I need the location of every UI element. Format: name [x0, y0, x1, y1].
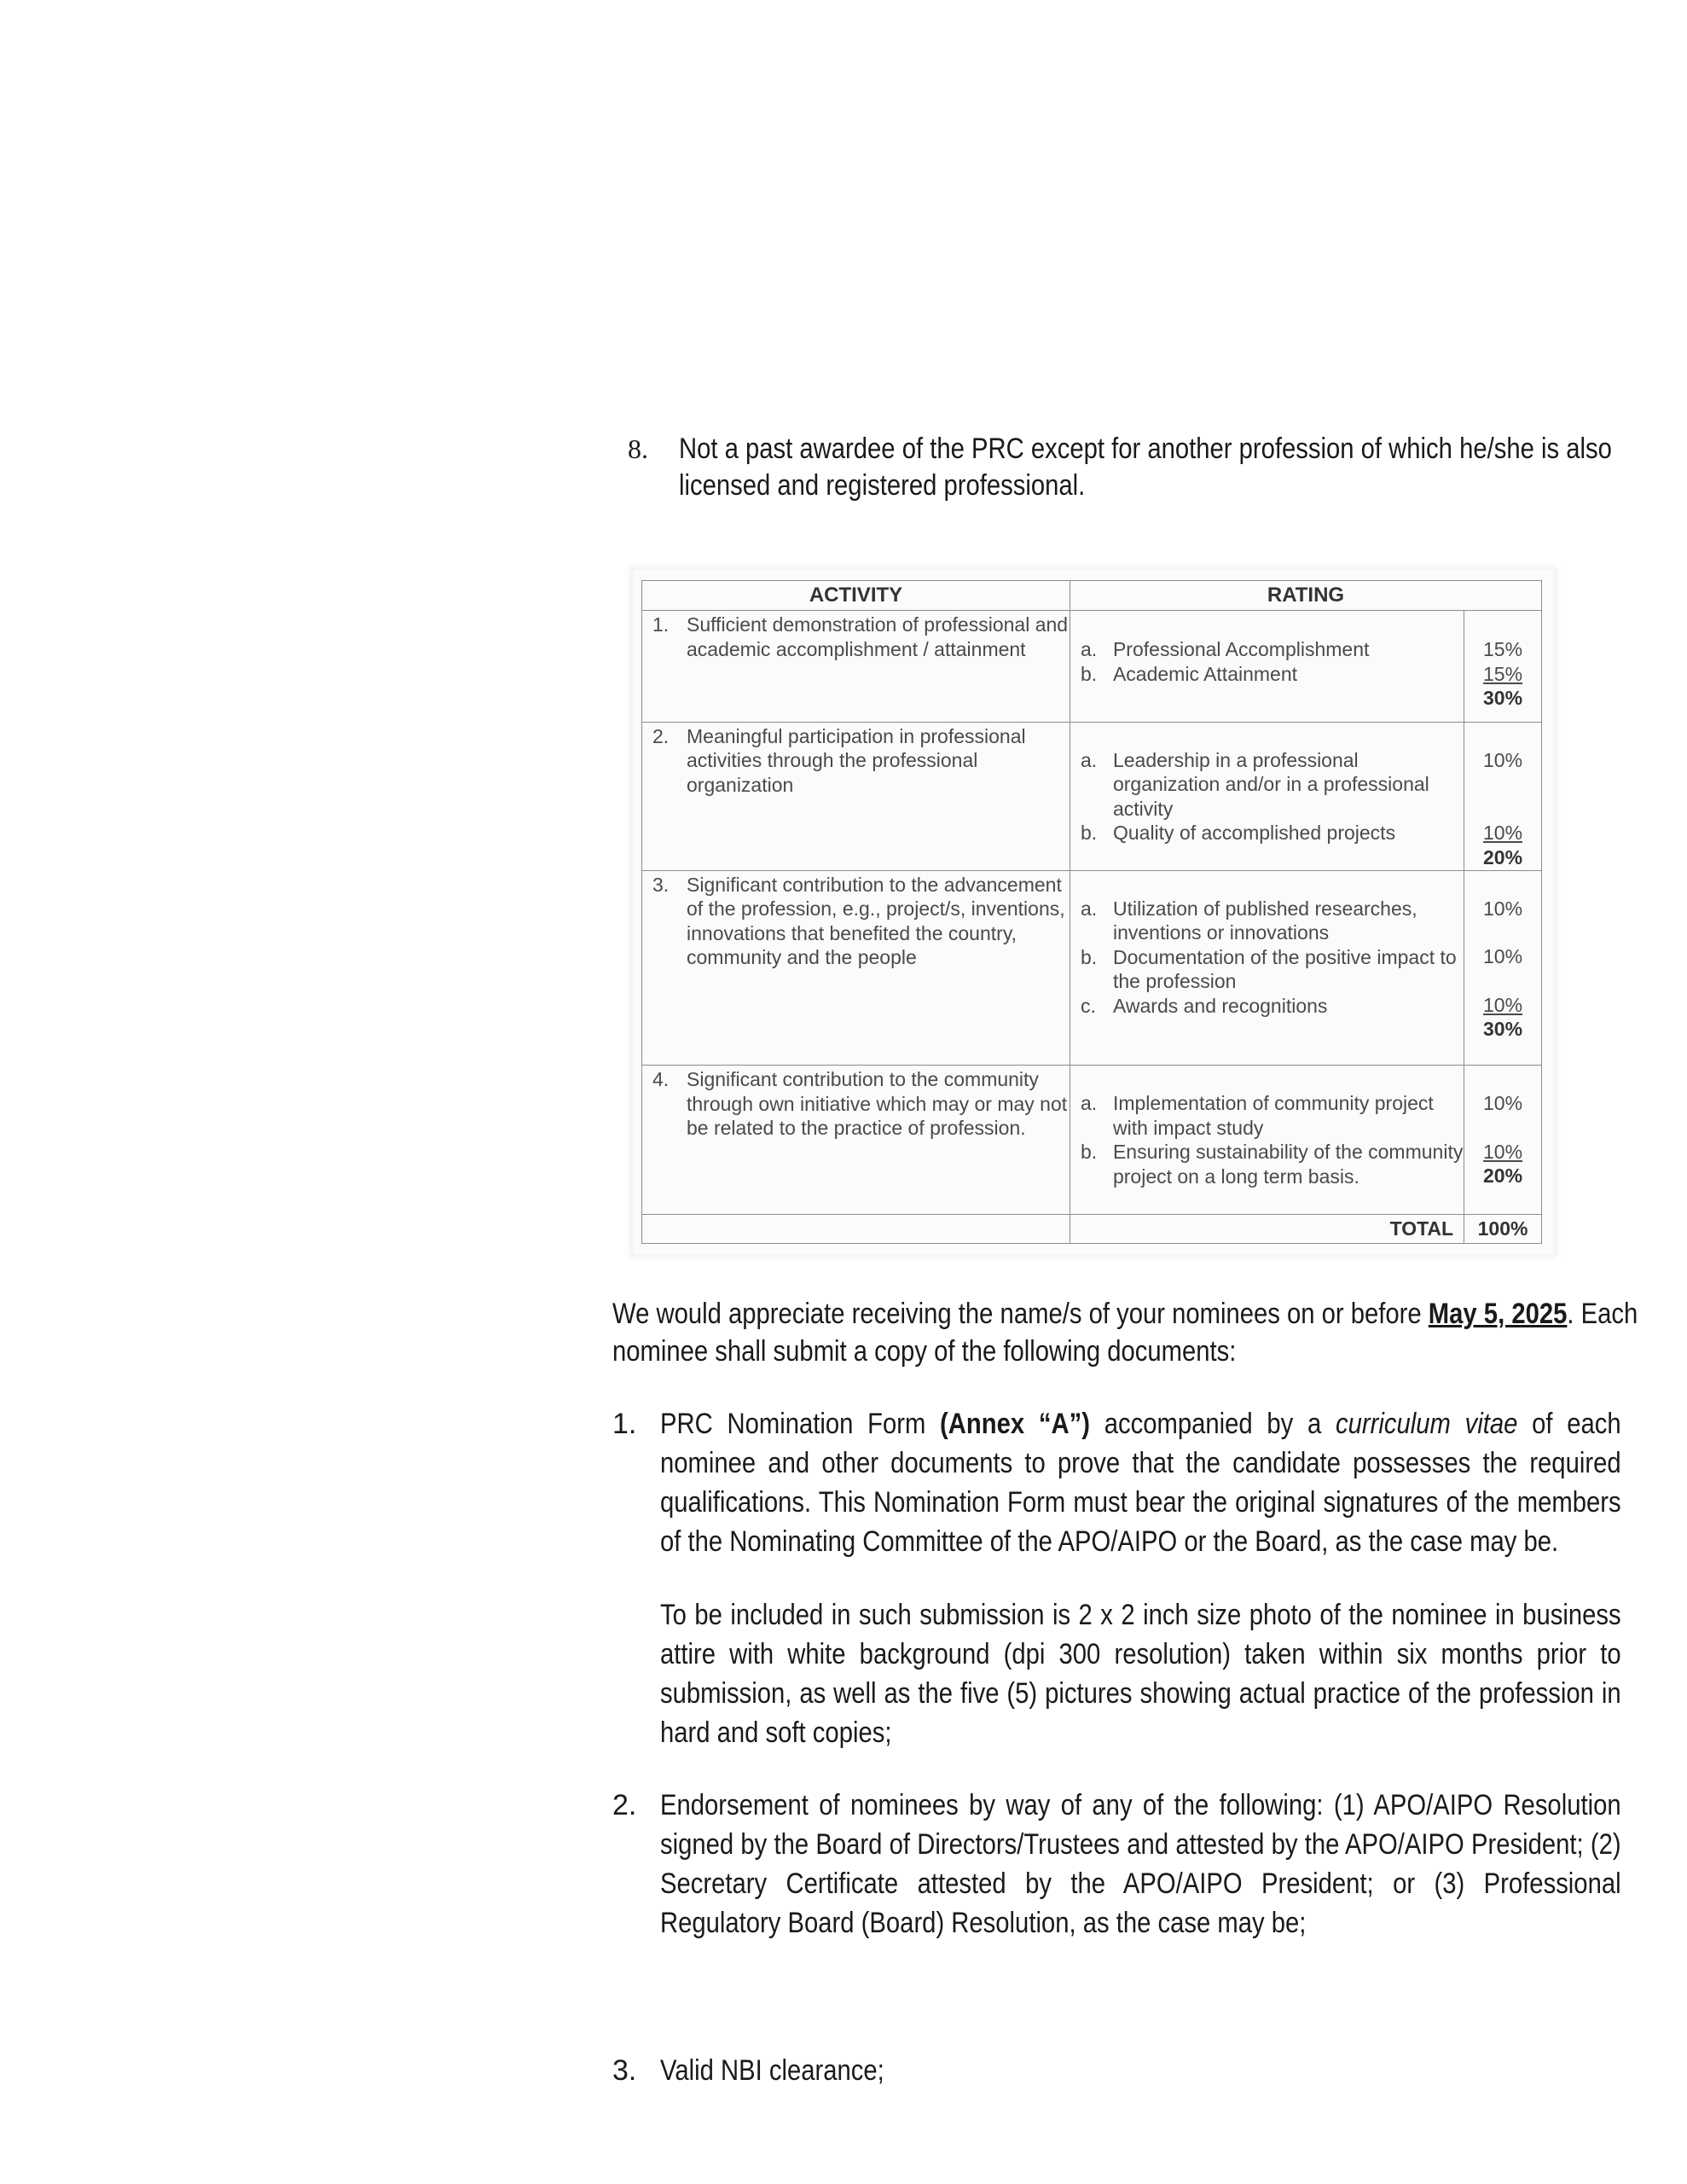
activity-text: Sufficient demonstration of professional and academic accomplishment / attainment — [687, 613, 1069, 660]
activity-number: 1. — [652, 613, 670, 636]
item-text: To be included in such submission is 2 x 2 inch size photo of the nominee in business attire with white background (dpi 300 resolution) taken within six months prior to submission, as well as the five (5) pictures showing actual practice of the profession in hard and soft copies; — [660, 1599, 1621, 1749]
item-text: Valid NBI clearance; — [660, 2054, 884, 2087]
table-row — [642, 1066, 1542, 1215]
item-number: 3. — [612, 2054, 637, 2087]
rating-criteria-table — [633, 570, 1554, 1254]
rating-percent: 15% — [1483, 638, 1523, 661]
rating-item: b. Documentation of the positive impact to the profession — [1080, 945, 1457, 993]
rating-item: a. Utilization of published researches, inventions or innovations — [1080, 897, 1417, 944]
table-header-row — [642, 581, 1542, 611]
rating-percent: 10% — [1483, 1140, 1523, 1163]
deadline-date: May 5, 2025 — [1428, 1298, 1568, 1330]
total-value: 100% — [1464, 1214, 1542, 1243]
item-number: 8. — [628, 433, 648, 464]
rating-item: a. Leadership in a professional organization and/or in a professional activity — [1080, 748, 1429, 820]
table-total-row — [642, 1214, 1542, 1243]
rating-item: b. Quality of accomplished projects — [1080, 822, 1396, 845]
header-activity: ACTIVITY — [642, 581, 1070, 611]
subtotal-percent: 20% — [1483, 1165, 1523, 1188]
item-text: Endorsement of nominees by way of any of the following: (1) APO/AIPO Resolution signed by the Board of Directors/Trustees and attested by the APO/AIPO President; (2) Secretary Certificate attested by the APO/AIPO President; or (3) Professional Regulatory Board (Board) Resolution, as the case may be; — [660, 1789, 1621, 1939]
rating-percent: 10% — [1483, 897, 1523, 920]
rating-percent: 10% — [1483, 748, 1523, 771]
activity-number: 4. — [652, 1068, 670, 1091]
rating-percent: 10% — [1483, 993, 1523, 1016]
activity-number: 2. — [652, 724, 670, 747]
activity-text: Significant contribution to the community through own initiative which may or may not be related to the practice of profession. — [687, 1068, 1068, 1140]
rating-item: b. Ensuring sustainability of the community project on a long term basis. — [1080, 1141, 1464, 1188]
annex-reference: (Annex “A”) — [940, 1408, 1090, 1440]
rating-item: b. Academic Attainment — [1080, 662, 1298, 685]
table-row — [642, 722, 1542, 870]
subtotal-percent: 20% — [1483, 845, 1523, 868]
rating-item: a. Professional Accomplishment — [1080, 638, 1370, 661]
rating-percent: 15% — [1483, 662, 1523, 685]
header-rating: RATING — [1070, 581, 1541, 611]
rating-percent: 10% — [1483, 822, 1523, 845]
item-number: 1. — [612, 1408, 637, 1440]
subtotal-percent: 30% — [1483, 687, 1523, 710]
rating-item: a. Implementation of community project with impact study — [1080, 1092, 1434, 1139]
rating-percent: 10% — [1483, 945, 1523, 968]
table-row — [642, 870, 1542, 1066]
rating-item: c. Awards and recognitions — [1080, 994, 1328, 1017]
activity-number: 3. — [652, 873, 670, 896]
activity-text: Meaningful participation in professional activities through the professional organization — [687, 724, 1026, 796]
subtotal-percent: 30% — [1483, 1018, 1523, 1041]
submission-paragraph: We would appreciate receiving the name/s of your nominees on or before May 5, 2025. Each nominee shall submit a copy of the following documents: — [612, 1298, 1638, 1368]
item-text: PRC Nomination Form (Annex “A”) accompanied by a curriculum vitae of each nominee and other documents to prove that the candidate possesses the required qualifications. This Nomination Form must bear the original signatures of the members of the Nominating Committee of the APO/AIPO or the Board, as the case may be. — [660, 1408, 1621, 1558]
activity-text: Significant contribution to the advancement of the profession, e.g., project/s, inventions, innovations that benefited the country, community and the people — [687, 873, 1065, 969]
item-text: Not a past awardee of the PRC except for another profession of which he/she is also licensed and registered professional. — [679, 433, 1612, 502]
rating-percent: 10% — [1483, 1092, 1523, 1115]
total-label: TOTAL — [1070, 1214, 1464, 1243]
item-number: 2. — [612, 1789, 637, 1821]
table-row — [642, 611, 1542, 722]
